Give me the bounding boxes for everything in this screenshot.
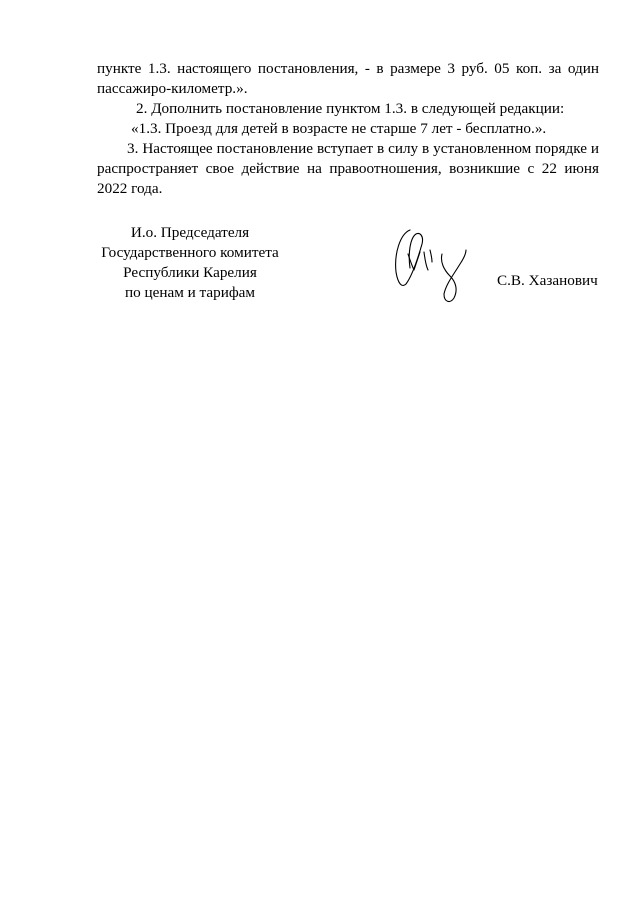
paragraph-1	[97, 59, 599, 99]
paragraph-1-line-2: пассажиро-километр.».	[97, 80, 248, 97]
paragraph-1-line-1: пункте 1.3. настоящего постановления, - в размере 3 руб. 05 коп. за один	[97, 60, 599, 77]
signatory-title-line-2: Государственного комитета	[101, 244, 279, 261]
paragraph-4	[97, 139, 599, 199]
paragraph-4-line-1: 3. Настоящее постановление вступает в силу в установленном порядке и	[127, 140, 599, 157]
signatory-title-line-1: И.о. Председателя	[130, 224, 250, 241]
paragraph-4-line-3: 2022 года.	[97, 180, 163, 197]
paragraph-3: «1.3. Проезд для детей в возрасте не старше 7 лет - бесплатно.».	[131, 120, 547, 137]
document-body	[97, 59, 599, 199]
handwritten-signature-icon	[388, 224, 478, 306]
signatory-name: С.В. Хазанович	[497, 272, 598, 289]
paragraph-4-line-2: распространяет свое действие на правоотношения, возникшие с 22 июня	[97, 160, 599, 177]
signatory-title-line-4: по ценам и тарифам	[124, 284, 256, 301]
paragraph-2: 2. Дополнить постановление пунктом 1.3. в следующей редакции:	[136, 100, 565, 117]
signatory-title	[95, 223, 285, 303]
signatory-title-line-3: Республики Карелия	[123, 264, 257, 281]
